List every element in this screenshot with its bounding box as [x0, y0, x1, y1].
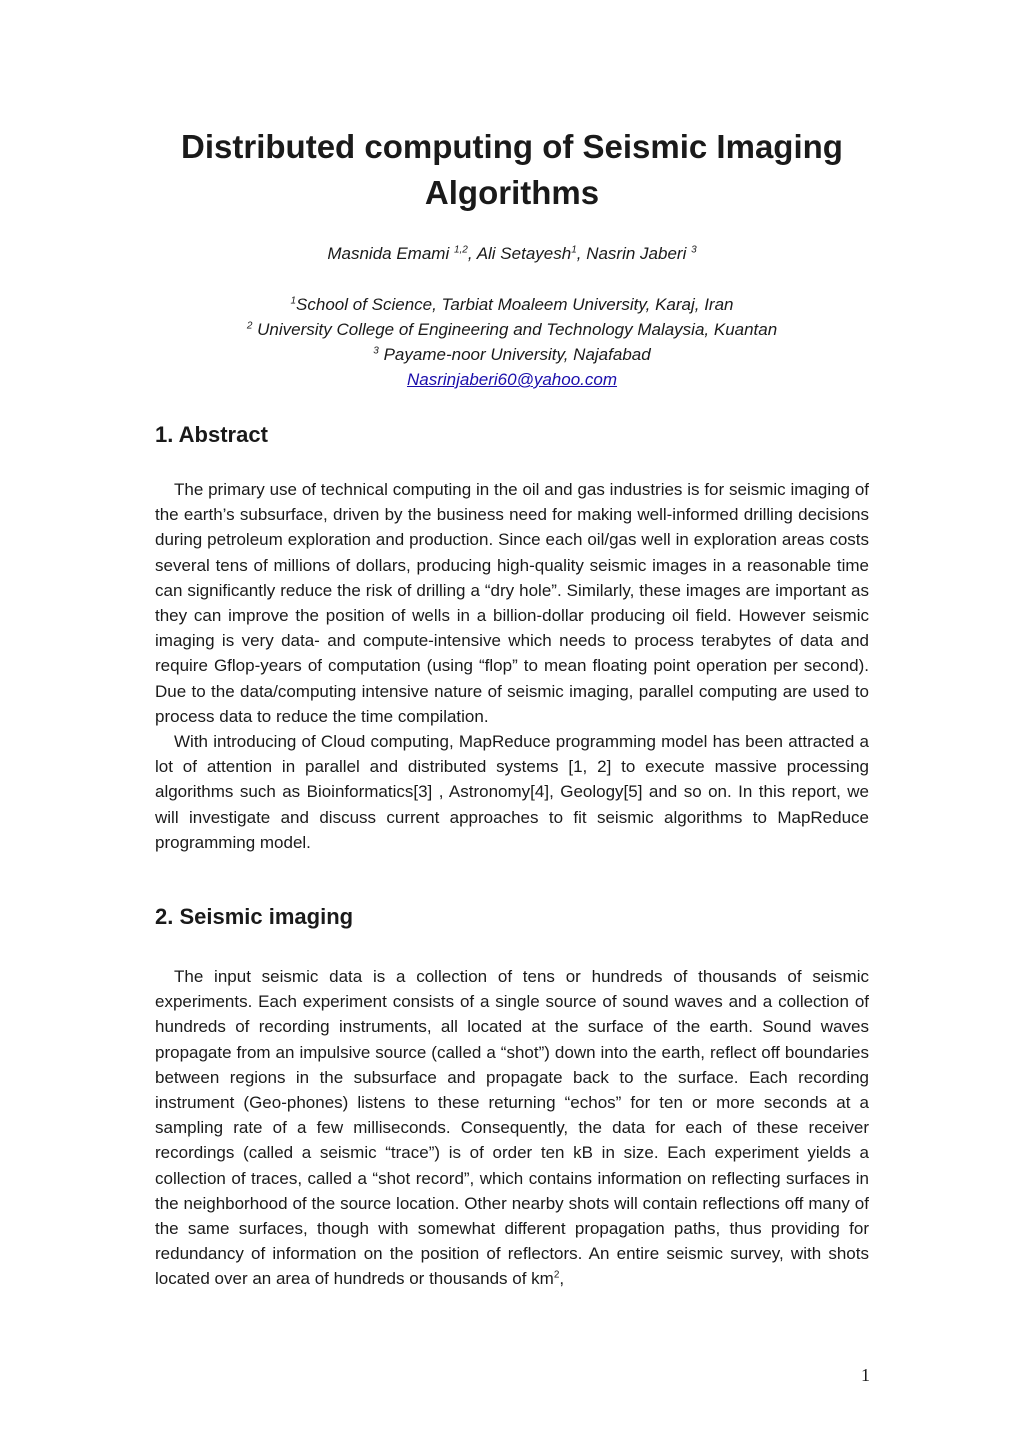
affiliation-text: School of Science, Tarbiat Moaleem University, Karaj, Iran	[296, 295, 734, 314]
seismic-paragraph-text: The input seismic data is a collection of tens or hundreds of thousands of seismic experiments. Each experiment consists of a single source of sound waves and a collection of hundreds of recording instruments, all located at the surface of the earth. Sound waves propagate from an impulsive source (called a “shot”) down into the earth, reflect off boundaries between regions in the subsurface and propagate back to the surface. Each recording instrument (Geo-phones) listens to these returning “echos” for ten or more seconds at a sampling rate of a few milliseconds. Consequently, the data for each of these receiver recordings (called a seismic “trace”) is of order ten kB in size. Each experiment yields a collection of traces, called a “shot record”, which contains information on reflecting surfaces in the neighborhood of the source location. Other nearby shots will contain reflections off many of the same surfaces, though with somewhat different propagation paths, thus providing for redundancy of information on the position of reflectors. An entire seismic survey, with shots located over an area of hundreds or thousands of km	[155, 967, 869, 1289]
superscript-unit: 2	[553, 1269, 560, 1281]
author-list	[150, 242, 874, 266]
paper-title: Distributed computing of Seismic Imaging Algorithms	[181, 128, 843, 211]
affiliation-list	[150, 292, 874, 392]
affiliation-item	[150, 317, 874, 342]
abstract-paragraph: The primary use of technical computing in the oil and gas industries is for seismic imaging of the earth’s subsurface, driven by the business need for making well-informed drilling decisions during petroleum exploration and production. Since each oil/gas well in exploration areas costs several tens of millions of dollars, producing high-quality seismic images in a reasonable time can significantly reduce the risk of drilling a “dry hole”. Similarly, these images are important as they can improve the position of wells in a billion-dollar producing oil field. However seismic imaging is very data- and compute-intensive which needs to process terabytes of data and require Gflop-years of computation (using “flop” to mean floating point operation per second). Due to the data/computing intensive nature of seismic imaging, parallel computing are used to process data to reduce the time compilation.	[155, 480, 869, 726]
abstract-body	[155, 477, 869, 855]
affiliation-text: Payame-noor University, Najafabad	[383, 345, 651, 364]
author-affiliation-mark: 1,2	[453, 244, 468, 256]
affiliation-item	[150, 342, 874, 367]
affiliation-mark: 2	[246, 320, 253, 332]
affiliation-mark: 3	[373, 345, 379, 357]
author-name: Masnida Emami	[327, 244, 450, 263]
author-name: Ali Setayesh	[476, 244, 572, 263]
section-heading-seismic-imaging: 2. Seismic imaging	[155, 904, 354, 929]
affiliation-item	[150, 367, 874, 392]
seismic-paragraph-tail: ,	[559, 1269, 565, 1289]
email-link[interactable]: Nasrinjaberi60@yahoo.com	[406, 370, 618, 389]
author-separator: ,	[576, 244, 587, 263]
affiliation-text: University College of Engineering and Technology Malaysia, Kuantan	[257, 320, 778, 339]
abstract-paragraph: With introducing of Cloud computing, MapReduce programming model has been attracted a lot of attention in parallel and distributed systems [1, 2] to execute massive processing algorithms such as Bioinformatics[3] , Astronomy[4], Geology[5] and so on. In this report, we will investigate and discuss current approaches to fit seismic algorithms to MapReduce programming model.	[155, 732, 869, 852]
affiliation-mark: 1	[290, 295, 297, 307]
affiliation-item	[150, 292, 874, 317]
author-affiliation-mark: 1	[571, 244, 577, 256]
author-separator: ,	[467, 244, 477, 263]
page-number: 1	[861, 1365, 870, 1385]
author-name: Nasrin Jaberi	[586, 244, 687, 263]
seismic-imaging-body	[155, 964, 869, 1292]
author-affiliation-mark: 3	[691, 244, 697, 256]
seismic-paragraph	[155, 964, 869, 1292]
section-heading-abstract: 1. Abstract	[155, 422, 268, 447]
